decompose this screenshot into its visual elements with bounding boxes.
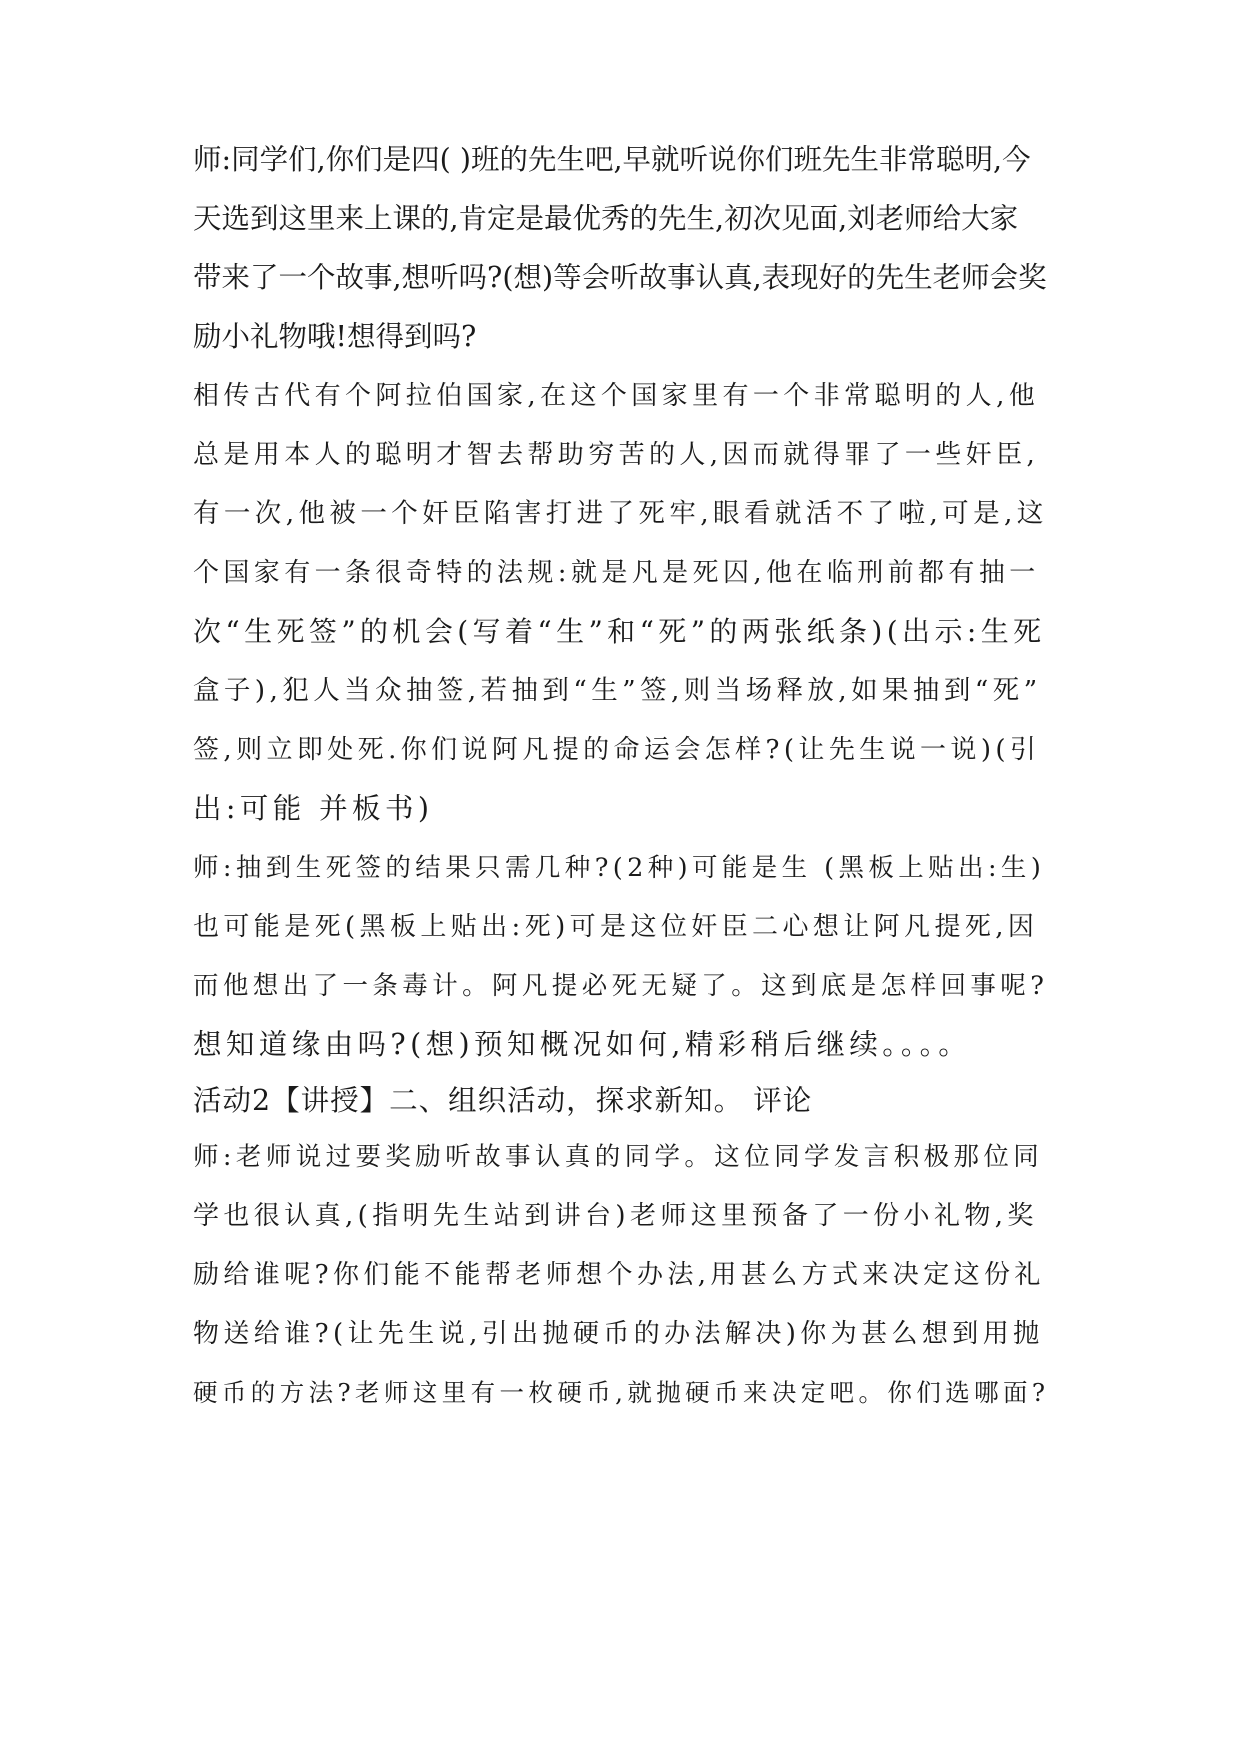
paragraph-1-line-4: 励小礼物哦!想得到吗? bbox=[193, 320, 477, 353]
paragraph-4-line-2: 学也很认真,(指明先生站到讲台)老师这里预备了一份小礼物,奖 bbox=[193, 1201, 1038, 1231]
paragraph-2-line-8: 出:可能 并板书) bbox=[193, 792, 434, 825]
paragraph-2-line-5: 次“生死签”的机会(写着“生”和“死”的两张纸条)(出示:生死 bbox=[193, 615, 1046, 648]
paragraph-4-line-4: 物送给谁?(让先生说,引出抛硬币的办法解决)你为甚么想到用抛 bbox=[193, 1319, 1044, 1349]
paragraph-2-line-3: 有一次,他被一个奸臣陷害打进了死牢,眼看就活不了啦,可是,这 bbox=[193, 498, 1048, 529]
paragraph-1-line-2: 天选到这里来上课的,肯定是最优秀的先生,初次见面,刘老师给大家 bbox=[193, 202, 1019, 235]
activity-heading: 活动2【讲授】二、组织活动，探求新知。 评论 bbox=[193, 1084, 813, 1117]
paragraph-3-line-4: 想知道缘由吗?(想)预知概况如何,精彩稍后继续。。。。 bbox=[193, 1028, 972, 1061]
paragraph-4-line-5: 硬币的方法?老师这里有一枚硬币,就抛硬币来决定吧。你们选哪面? bbox=[193, 1378, 1050, 1407]
paragraph-2-line-2: 总是用本人的聪明才智去帮助穷苦的人,因而就得罪了一些奸臣, bbox=[193, 440, 1040, 470]
paragraph-2-line-4: 个国家有一条很奇特的法规:就是凡是死囚,他在临刑前都有抽一 bbox=[193, 558, 1040, 588]
paragraph-2-line-6: 盒子),犯人当众抽签,若抽到“生”签,则当场释放,如果抽到“死” bbox=[193, 675, 1042, 706]
paragraph-2-line-7: 签,则立即处死.你们说阿凡提的命运会怎样?(让先生说一说)(引 bbox=[193, 735, 1041, 765]
paragraph-3-line-2: 也可能是死(黑板上贴出:死)可是这位奸臣二心想让阿凡提死,因 bbox=[193, 912, 1039, 942]
paragraph-4-line-3: 励给谁呢?你们能不能帮老师想个办法,用甚么方式来决定这份礼 bbox=[193, 1260, 1045, 1290]
paragraph-3-line-3: 而他想出了一条毒计。阿凡提必死无疑了。这到底是怎样回事呢? bbox=[193, 971, 1049, 1001]
paragraph-4-line-1: 师:老师说过要奖励听故事认真的同学。这位同学发言积极那位同 bbox=[193, 1142, 1044, 1172]
paragraph-3-line-1: 师:抽到生死签的结果只需几种?(2种)可能是生 (黑板上贴出:生) bbox=[193, 853, 1046, 883]
paragraph-1-line-3: 带来了一个故事,想听吗?(想)等会听故事认真,表现好的先生老师会奖 bbox=[193, 261, 1047, 294]
paragraph-1-line-1: 师:同学们,你们是四( )班的先生吧,早就听说你们班先生非常聪明,今 bbox=[193, 143, 1031, 176]
paragraph-2-line-1: 相传古代有个阿拉伯国家,在这个国家里有一个非常聪明的人,他 bbox=[193, 381, 1040, 411]
